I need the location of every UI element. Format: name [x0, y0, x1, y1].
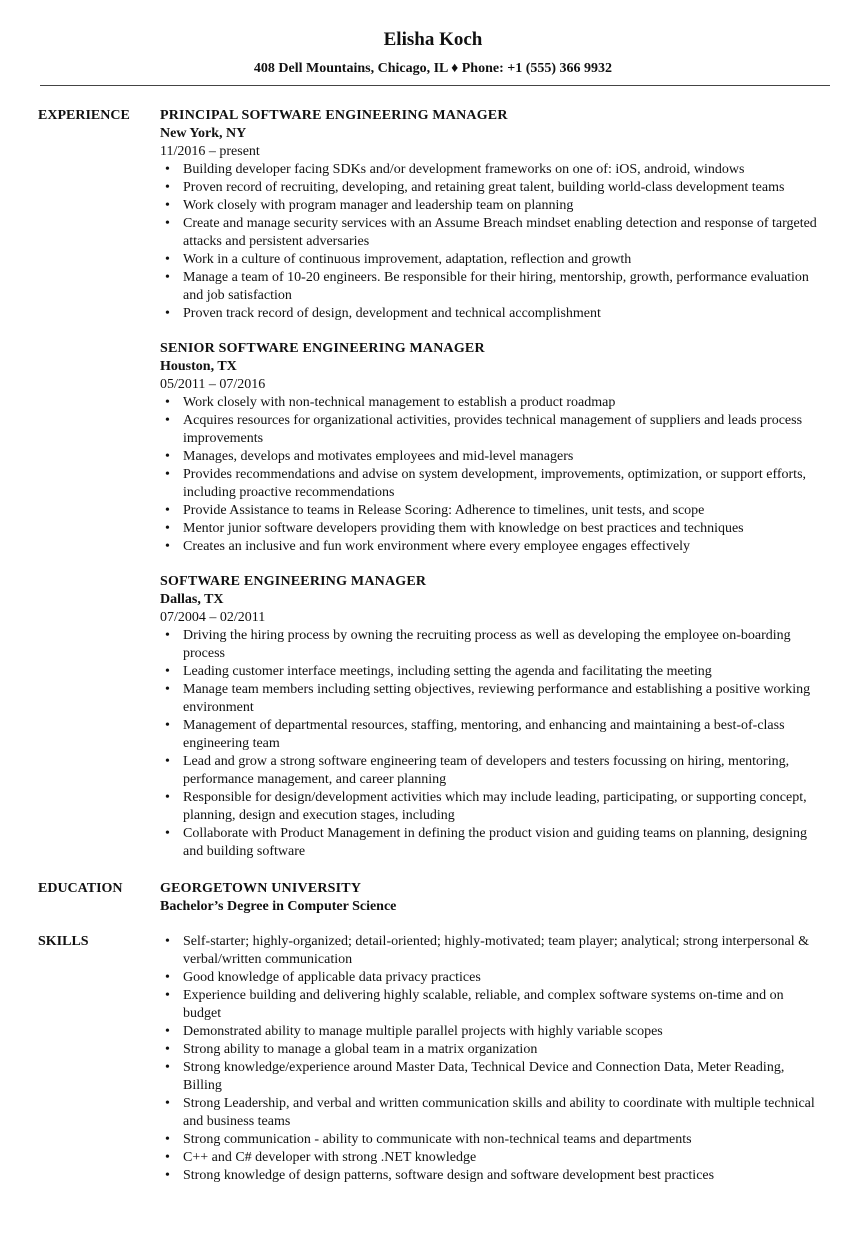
resume-page: [38, 0, 828, 1185]
list-item: • Manage a team of 10-20 engineers. Be responsible for their hiring, mentorship, growth, performance evaluation and job satisfaction: [160, 269, 820, 305]
job-location: Dallas, TX: [160, 592, 224, 607]
list-item: • Creates an inclusive and fun work environment where every employee engages effectively: [160, 538, 820, 556]
list-item: • Strong Leadership, and verbal and written communication skills and ability to coordinate with multiple technical and business teams: [160, 1095, 820, 1131]
list-item: • Manages, develops and motivates employees and mid-level managers: [160, 448, 820, 466]
list-item: • Lead and grow a strong software engineering team of developers and testers focussing on hiring, mentoring, performance management, and career planning: [160, 753, 820, 789]
list-item: • Acquires resources for organizational activities, provides technical management of suppliers and leads process improvements: [160, 412, 820, 448]
list-item: • Strong knowledge/experience around Master Data, Technical Device and Connection Data, Meter Reading, Billing: [160, 1059, 820, 1095]
experience-section: [38, 107, 828, 861]
job-dates: 05/2011 – 07/2016: [160, 377, 266, 392]
list-item: • Responsible for design/development activities which may include leading, participating, or supporting concept, planning, design and execution stages, including: [160, 789, 820, 825]
list-item: • Self-starter; highly-organized; detail-oriented; highly-motivated; team player; analytical; strong interpersonal & verbal/written communication: [160, 933, 820, 969]
list-item: • Work closely with non-technical management to establish a product roadmap: [160, 394, 820, 412]
job-title: PRINCIPAL SOFTWARE ENGINEERING MANAGER: [160, 108, 508, 123]
list-item: • Manage team members including setting objectives, reviewing performance and establishing a positive working environment: [160, 681, 820, 717]
job-bullets: [160, 161, 820, 323]
skills-section: [38, 933, 828, 1185]
candidate-name: Elisha Koch: [383, 29, 483, 50]
education-heading: EDUCATION: [38, 881, 123, 896]
list-item: • Proven record of recruiting, developing, and retaining great talent, building world-class development teams: [160, 179, 820, 197]
job-dates: 07/2004 – 02/2011: [160, 610, 266, 625]
job-bullets: [160, 394, 820, 556]
job-title: SENIOR SOFTWARE ENGINEERING MANAGER: [160, 341, 485, 356]
education-section: [38, 880, 828, 916]
job-location: Houston, TX: [160, 359, 237, 374]
list-item: • Work in a culture of continuous improvement, adaptation, reflection and growth: [160, 251, 820, 269]
list-item: • Good knowledge of applicable data privacy practices: [160, 969, 820, 987]
list-item: • Mentor junior software developers providing them with knowledge on best practices and techniques: [160, 520, 820, 538]
list-item: • Experience building and delivering highly scalable, reliable, and complex software systems on-time and on budget: [160, 987, 820, 1023]
list-item: • Management of departmental resources, staffing, mentoring, and enhancing and maintaining a best-of-class engineering team: [160, 717, 820, 753]
job-dates: 11/2016 – present: [160, 144, 260, 159]
list-item: • Provides recommendations and advise on system development, improvements, optimization, or support efforts, including proactive recommendations: [160, 466, 820, 502]
job-entry: [160, 573, 820, 861]
experience-heading: EXPERIENCE: [38, 108, 130, 123]
job-title: SOFTWARE ENGINEERING MANAGER: [160, 574, 427, 589]
job-entry: [160, 340, 820, 556]
job-bullets: [160, 627, 820, 861]
list-item: • Provide Assistance to teams in Release Scoring: Adherence to timelines, unit tests, and scope: [160, 502, 820, 520]
list-item: • Demonstrated ability to manage multiple parallel projects with highly variable scopes: [160, 1023, 820, 1041]
list-item: • Building developer facing SDKs and/or development frameworks on one of: iOS, android, windows: [160, 161, 820, 179]
job-location: New York, NY: [160, 126, 247, 141]
skills-list: [160, 933, 820, 1185]
list-item: • Strong communication - ability to communicate with non-technical teams and departments: [160, 1131, 820, 1149]
list-item: • Create and manage security services with an Assume Breach mindset enabling detection and response of targeted attacks and persistent adversaries: [160, 215, 820, 251]
contact-line: 408 Dell Mountains, Chicago, IL ♦ Phone: +1 (555) 366 9932: [253, 61, 613, 76]
list-item: • C++ and C# developer with strong .NET knowledge: [160, 1149, 820, 1167]
list-item: • Driving the hiring process by owning the recruiting process as well as developing the employee on-boarding process: [160, 627, 820, 663]
job-entry: [160, 107, 820, 323]
school-name: GEORGETOWN UNIVERSITY: [160, 881, 362, 896]
skills-heading: SKILLS: [38, 934, 89, 949]
list-item: • Strong ability to manage a global team in a matrix organization: [160, 1041, 820, 1059]
list-item: • Leading customer interface meetings, including setting the agenda and facilitating the meeting: [160, 663, 820, 681]
list-item: • Proven track record of design, development and technical accomplishment: [160, 305, 820, 323]
list-item: • Collaborate with Product Management in defining the product vision and guiding teams on planning, designing and building software: [160, 825, 820, 861]
degree: Bachelor’s Degree in Computer Science: [160, 899, 397, 914]
header-divider: [40, 85, 830, 86]
list-item: • Strong knowledge of design patterns, software design and software development best practices: [160, 1167, 820, 1185]
list-item: • Work closely with program manager and leadership team on planning: [160, 197, 820, 215]
